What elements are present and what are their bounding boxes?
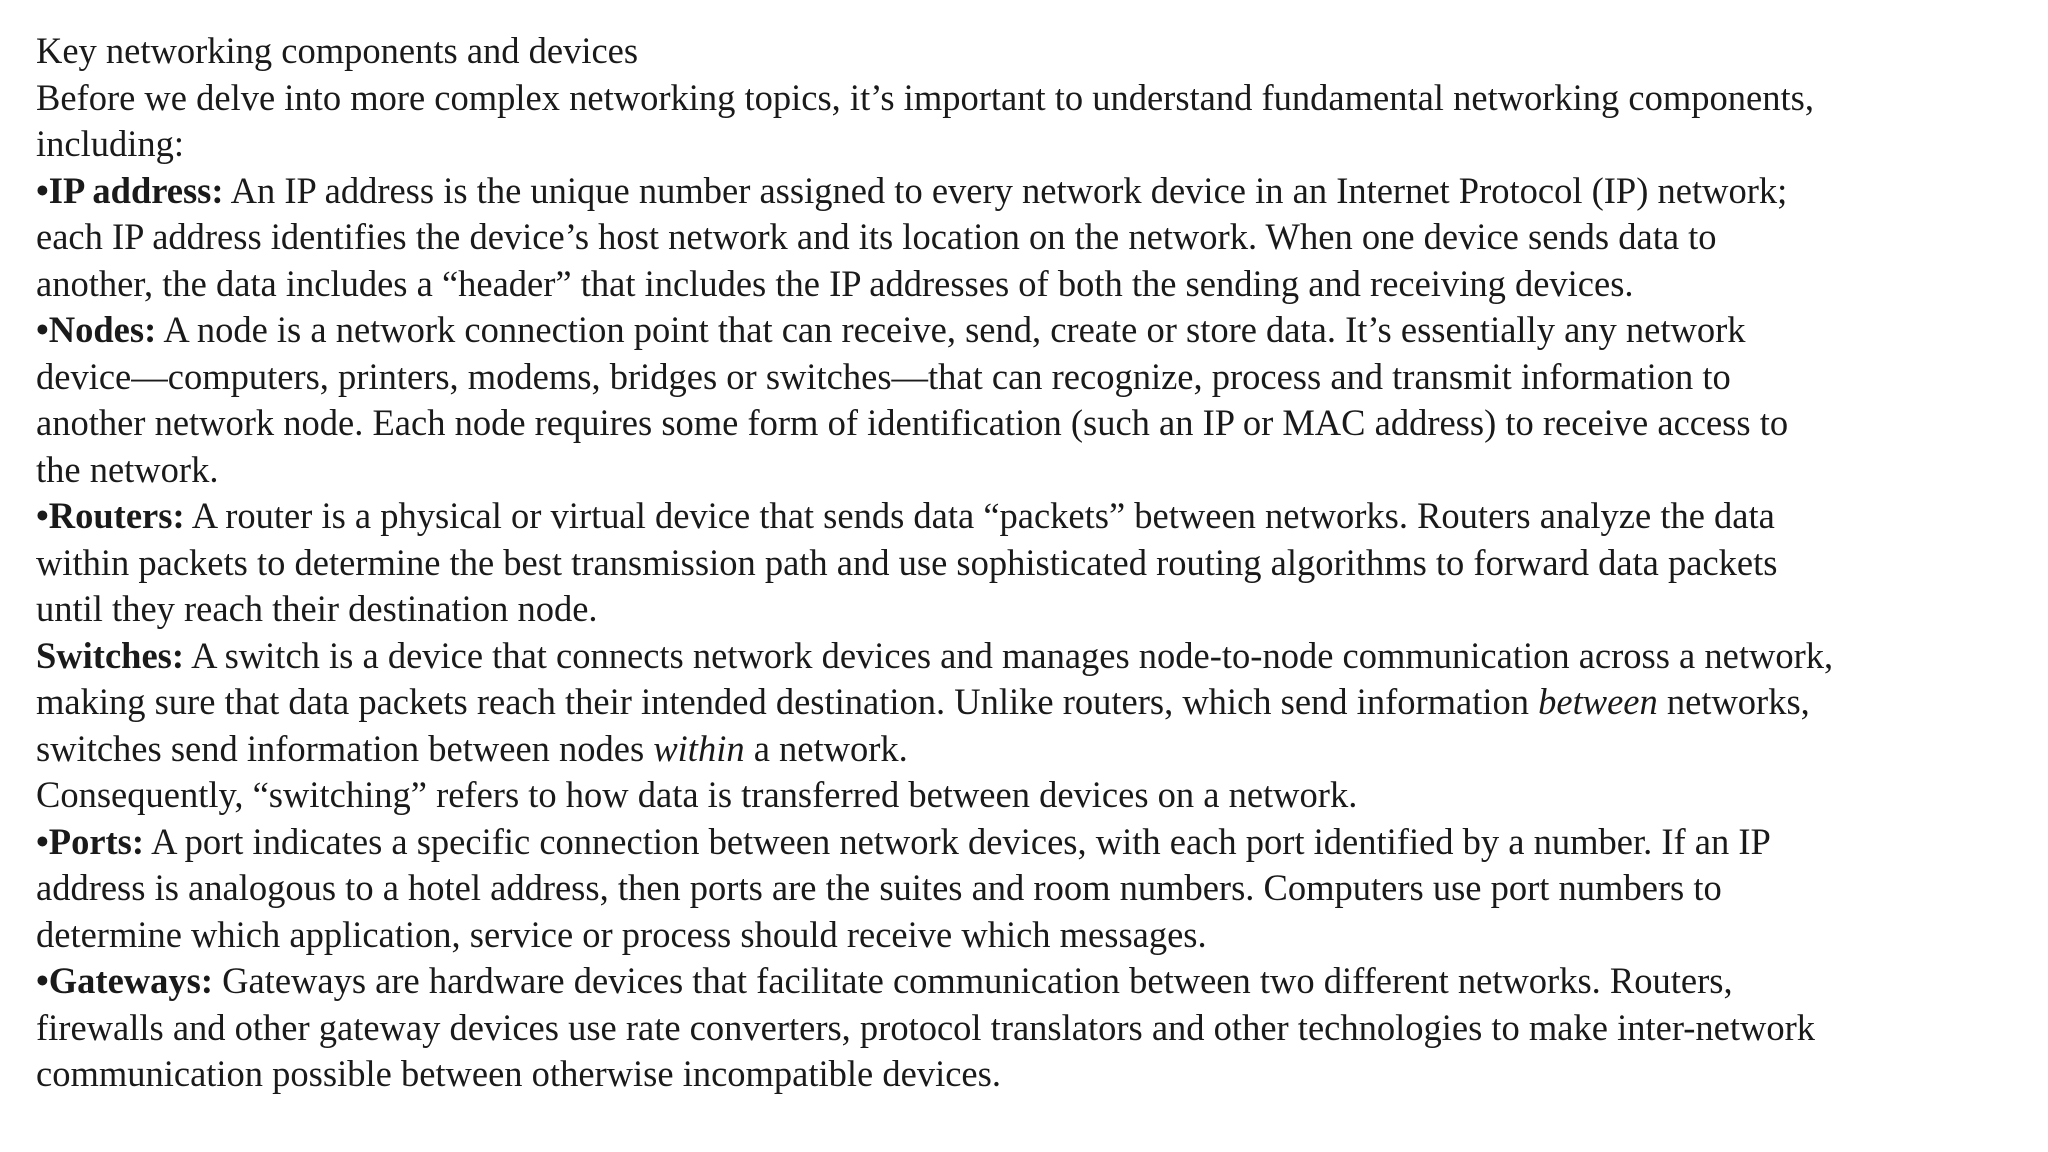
- intro-paragraph: [36, 75, 2026, 168]
- switches-term: Switches:: [36, 634, 185, 676]
- routers-item: [36, 493, 2026, 633]
- switches-item: [36, 633, 2026, 773]
- routers-text: until they reach their destination node.: [36, 588, 598, 629]
- gateways-text: firewalls and other gateway devices use rate converters, protocol translators and other technologies to make inter-network: [36, 1006, 1816, 1048]
- nodes-text: A node is a network connection point that can receive, send, create or store data. It’s essentially any network: [156, 309, 1746, 350]
- routers-term: •Routers:: [36, 495, 185, 536]
- ports-item: [36, 819, 2026, 959]
- gateways-text: communication possible between otherwise incompatible devices.: [36, 1053, 1001, 1094]
- ip-address-item: [36, 168, 2026, 308]
- intro-line: Before we delve into more complex networking topics, it’s important to understand fundamental networking components,: [36, 76, 1814, 118]
- document-title: Key networking components and devices: [36, 30, 639, 71]
- ports-text: A port indicates a specific connection between network devices, with each port identified by a number. If an IP: [144, 820, 1771, 862]
- emphasis-between: between: [1538, 681, 1658, 722]
- gateways-text: Gateways are hardware devices that facilitate communication between two different networks. Routers,: [213, 960, 1733, 1001]
- ip-address-text: another, the data includes a “header” that includes the IP addresses of both the sending and receiving devices.: [36, 262, 1634, 304]
- ports-text: determine which application, service or process should receive which messages.: [36, 913, 1207, 955]
- gateways-term: •Gateways:: [36, 960, 213, 1001]
- ip-address-term: •IP address:: [36, 169, 224, 211]
- consequently-paragraph: Consequently, “switching” refers to how data is transferred between devices on a network.: [36, 774, 1358, 815]
- switches-text: switches send information between nodes: [36, 727, 654, 769]
- switches-text: a network.: [744, 727, 908, 769]
- switches-text: networks,: [1657, 681, 1810, 722]
- routers-text: A router is a physical or virtual device that sends data “packets” between networks. Routers analyze the data: [184, 495, 1775, 536]
- nodes-item: [36, 307, 2026, 493]
- gateways-item: [36, 958, 2026, 1098]
- nodes-text: another network node. Each node requires some form of identification (such an IP or MAC address) to receive access to: [36, 402, 1789, 443]
- ports-text: address is analogous to a hotel address, then ports are the suites and room numbers. Computers use port numbers to: [36, 867, 1722, 908]
- nodes-term: •Nodes:: [36, 309, 157, 350]
- switches-text: making sure that data packets reach their intended destination. Unlike routers, which send information: [36, 681, 1539, 722]
- ip-address-text: An IP address is the unique number assigned to every network device in an Internet Protocol (IP) network;: [223, 169, 1788, 211]
- routers-text: within packets to determine the best transmission path and use sophisticated routing algorithms to forward data packets: [36, 541, 1778, 583]
- switches-text: A switch is a device that connects network devices and manages node-to-node communication across a network,: [184, 634, 1834, 676]
- document-body: [36, 28, 2026, 1098]
- intro-line: including:: [36, 123, 185, 164]
- emphasis-within: within: [653, 727, 745, 769]
- ip-address-text: each IP address identifies the device’s host network and its location on the network. When one device sends data to: [36, 216, 1717, 257]
- ports-term: •Ports:: [36, 820, 145, 862]
- nodes-text: device—computers, printers, modems, bridges or switches—that can recognize, process and transmit information to: [36, 355, 1731, 397]
- nodes-text: the network.: [36, 448, 219, 490]
